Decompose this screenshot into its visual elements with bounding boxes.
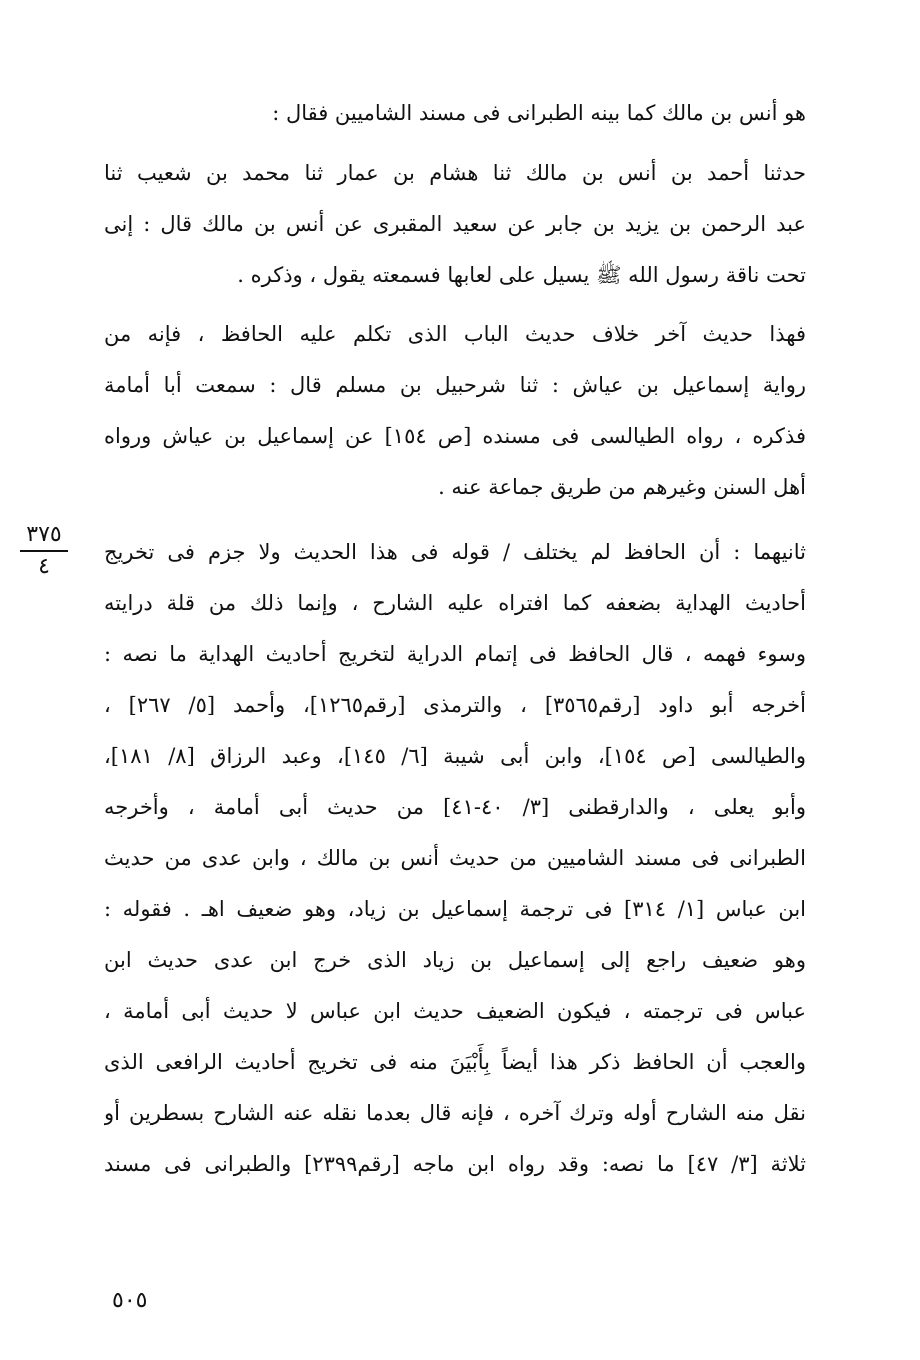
text-line: عبد الرحمن بن يزيد بن جابر عن سعيد المقبرى عن أنس بن مالك قال : إنى bbox=[104, 212, 806, 236]
text-line: وهو ضعيف راجع إلى إسماعيل بن زياد الذى خرج ابن عدى حديث ابن bbox=[104, 948, 806, 972]
text-line: وسوء فهمه ، قال الحافظ فى إتمام الدراية لتخريج أحاديث الهداية ما نصه : bbox=[104, 642, 806, 666]
text-line: رواية إسماعيل بن عياش : ثنا شرحبيل بن مسلم قال : سمعت أبا أمامة bbox=[104, 373, 806, 397]
margin-reference-bottom: ٤ bbox=[38, 554, 50, 579]
text-line: والعجب أن الحافظ ذكر هذا أيضاً بِأَبْيَنَ منه فى تخريج أحاديث الرافعى الذى bbox=[104, 1050, 806, 1074]
text-line: أخرجه أبو داود [رقم٣٥٦٥] ، والترمذى [رقم١٢٦٥]، وأحمد [٥/ ٢٦٧] ، bbox=[104, 693, 806, 717]
text-line: نقل منه الشارح أوله وترك آخره ، فإنه قال بعدما نقله عنه الشارح بسطرين أو bbox=[104, 1101, 806, 1125]
text-line: أحاديث الهداية بضعفه كما افتراه عليه الشارح ، وإنما ذلك من قلة درايته bbox=[104, 591, 806, 615]
paragraph-intro bbox=[104, 88, 806, 139]
text-line: ثانيهما : أن الحافظ لم يختلف / قوله فى هذا الحديث ولا جزم فى تخريج bbox=[104, 540, 806, 564]
text-line: حدثنا أحمد بن أنس بن مالك ثنا هشام بن عمار ثنا محمد بن شعيب ثنا bbox=[104, 161, 806, 185]
text-line: أهل السنن وغيرهم من طريق جماعة عنه . bbox=[438, 475, 806, 499]
text-line: والطيالسى [ص ١٥٤]، وابن أبى شيبة [٦/ ١٤٥]، وعبد الرزاق [٨/ ١٨١]، bbox=[104, 744, 806, 768]
margin-reference-divider bbox=[20, 550, 68, 552]
paragraph-hadith-chain bbox=[104, 148, 806, 301]
page-number: ٥٠٥ bbox=[112, 1288, 148, 1313]
paragraph-second-point bbox=[104, 527, 806, 1190]
text-line: عباس فى ترجمته ، فيكون الضعيف حديث ابن عباس لا حديث أبى أمامة ، bbox=[104, 999, 806, 1023]
text-line: الطبرانى فى مسند الشاميين من حديث أنس بن مالك ، وابن عدى من حديث bbox=[104, 846, 806, 870]
text-line: فذكره ، رواه الطيالسى فى مسنده [ص ١٥٤] عن إسماعيل بن عياش ورواه bbox=[104, 424, 806, 448]
margin-reference bbox=[16, 522, 72, 580]
text-line: ابن عباس [١/ ٣١٤] فى ترجمة إسماعيل بن زياد، وهو ضعيف اهـ . فقوله : bbox=[104, 897, 806, 921]
text-line: وأبو يعلى ، والدارقطنى [٣/ ٤٠-٤١] من حديث أبى أمامة ، وأخرجه bbox=[104, 795, 806, 819]
text-line: هو أنس بن مالك كما بينه الطبرانى فى مسند الشاميين فقال : bbox=[272, 101, 806, 125]
text-line: فهذا حديث آخر خلاف حديث الباب الذى تكلم عليه الحافظ ، فإنه من bbox=[104, 322, 806, 346]
margin-reference-top: ٣٧٥ bbox=[26, 522, 62, 547]
paragraph-commentary bbox=[104, 309, 806, 513]
text-line: ثلاثة [٣/ ٤٧] ما نصه: وقد رواه ابن ماجه [رقم٢٣٩٩] والطبرانى فى مسند bbox=[104, 1152, 806, 1176]
text-line: تحت ناقة رسول الله ﷺ يسيل على لعابها فسمعته يقول ، وذكره . bbox=[237, 263, 806, 287]
